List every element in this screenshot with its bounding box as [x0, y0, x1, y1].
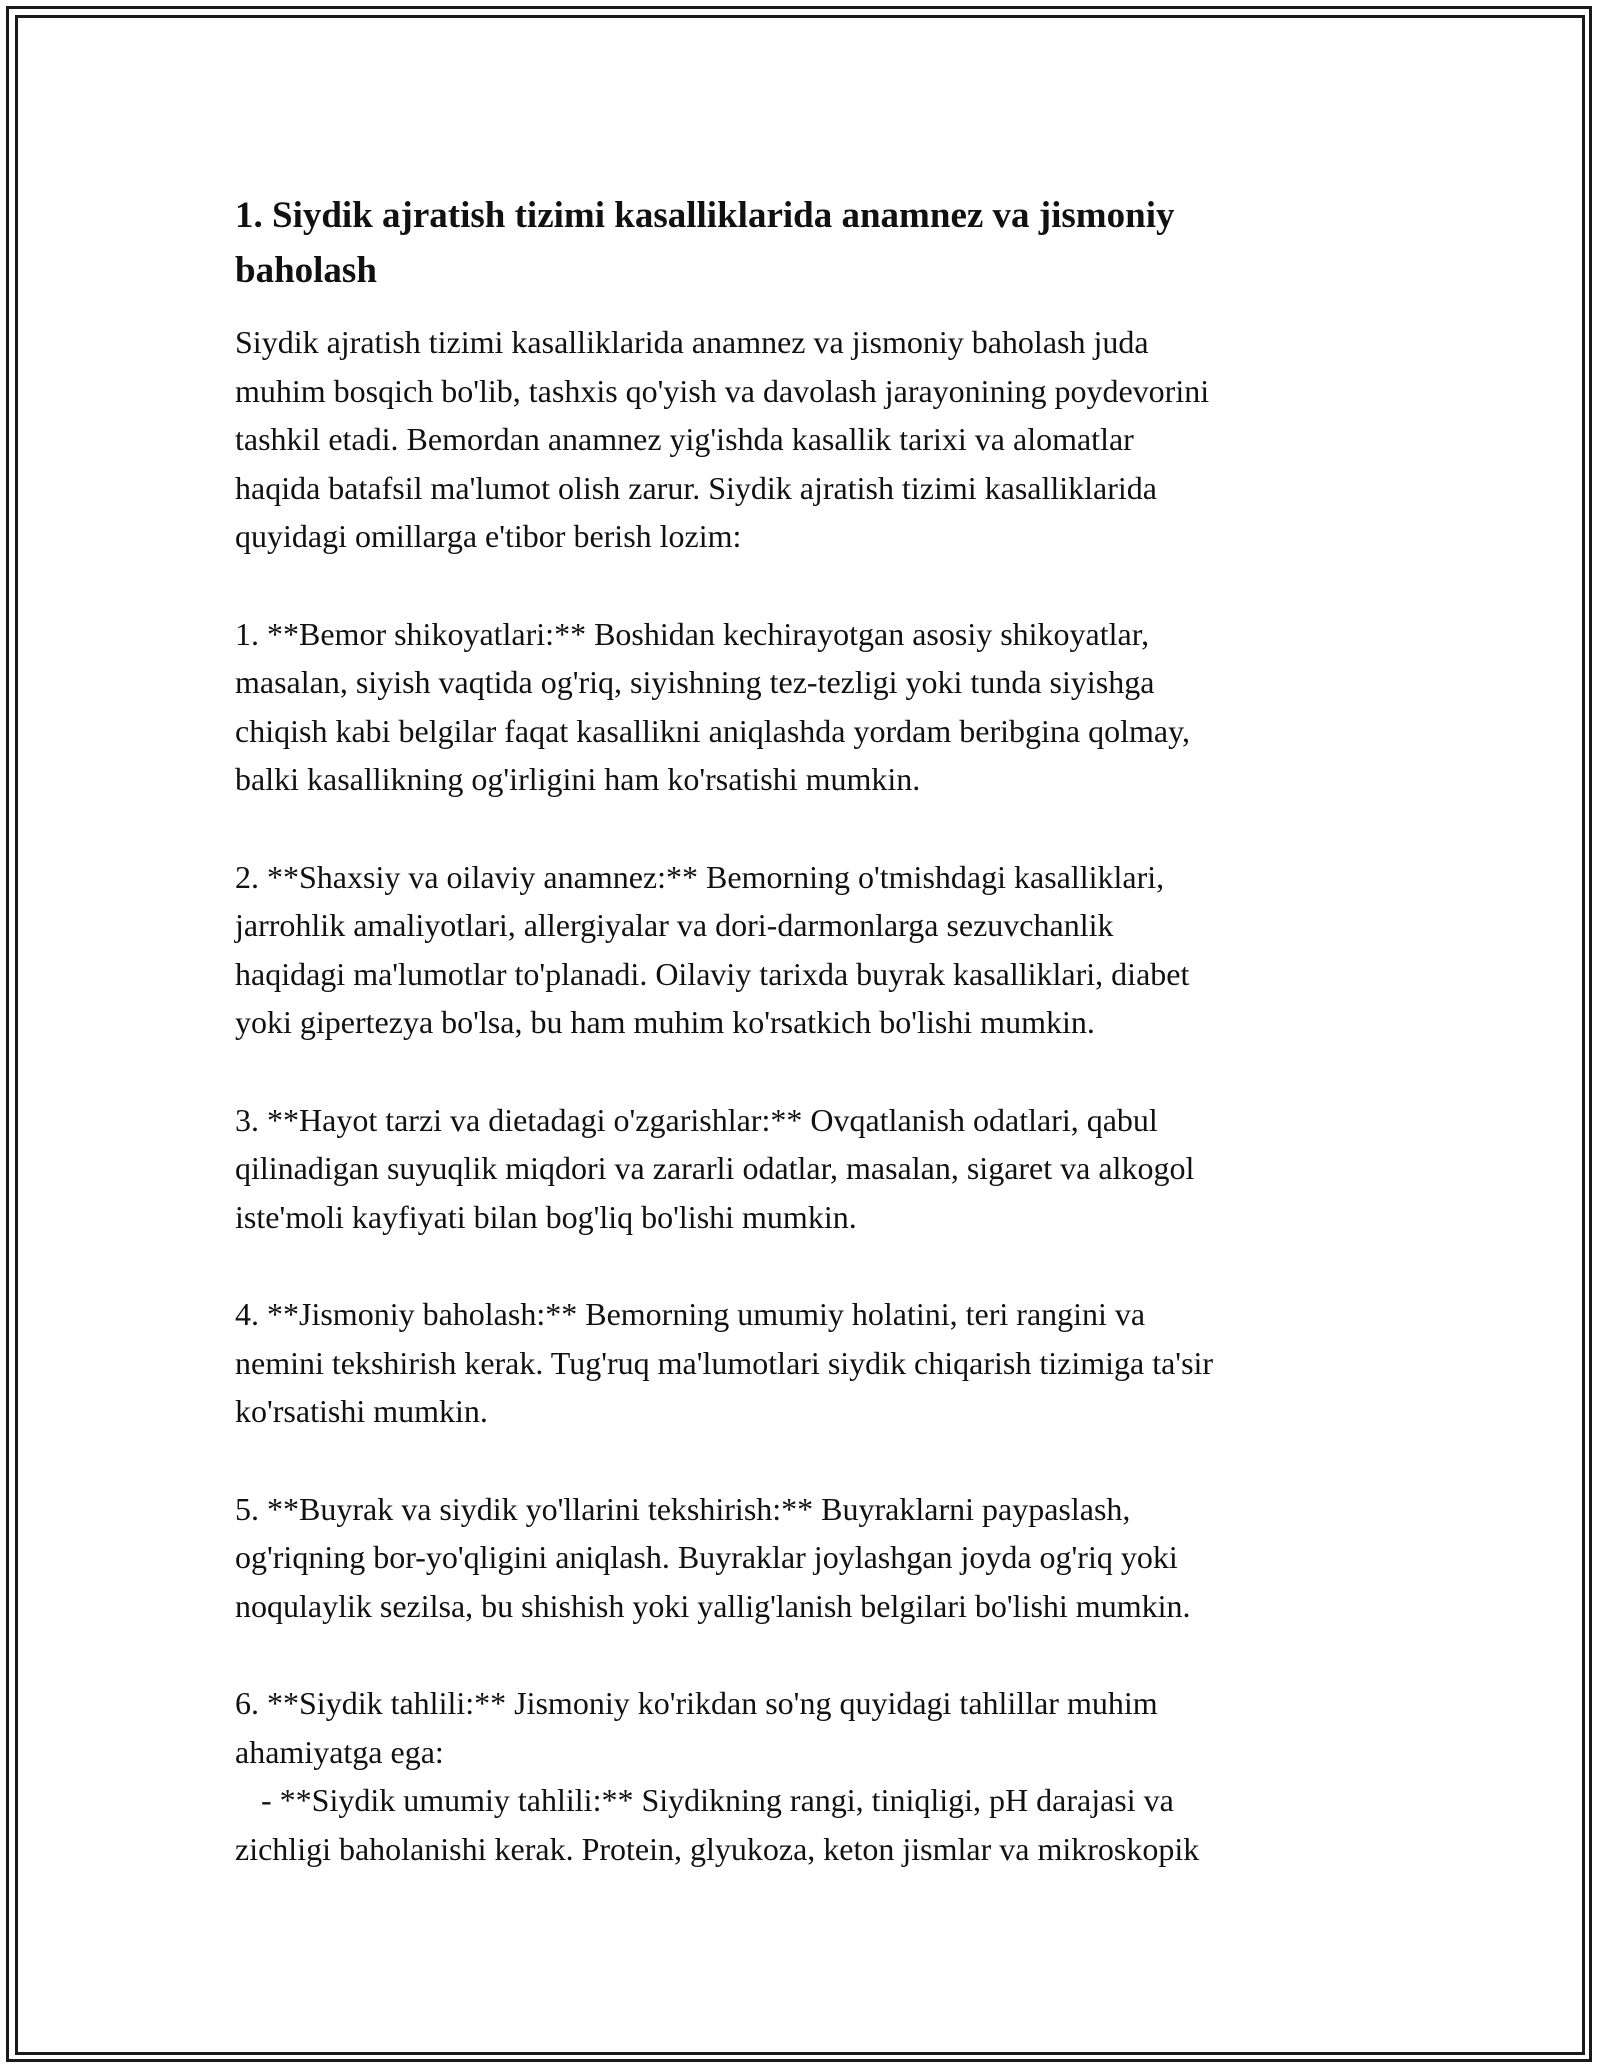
section-heading: [235, 188, 1365, 298]
text-line: noqulaylik sezilsa, bu shishish yoki yallig'lanish belgilari bo'lishi mumkin.: [235, 1587, 1191, 1624]
text-line: 2. **Shaxsiy va oilaviy anamnez:** Bemorning o'tmishdagi kasalliklari,: [235, 858, 1165, 895]
list-item-1: [235, 610, 1365, 804]
text-line: zichligi baholanishi kerak. Protein, glyukoza, keton jismlar va mikroskopik: [235, 1830, 1200, 1867]
list-item-5: [235, 1485, 1365, 1631]
text-line: tashkil etadi. Bemordan anamnez yig'ishda kasallik tarixi va alomatlar: [235, 421, 1134, 457]
text-line: 3. **Hayot tarzi va dietadagi o'zgarishlar:** Ovqatlanish odatlari, qabul: [235, 1101, 1158, 1138]
text-line: 6. **Siydik tahlili:** Jismoniy ko'rikdan so'ng quyidagi tahlillar muhim: [235, 1685, 1158, 1721]
list-item-2: [235, 853, 1365, 1047]
list-item-3: [235, 1096, 1365, 1242]
intro-paragraph: [235, 318, 1365, 561]
text-line: 4. **Jismoniy baholash:** Bemorning umumiy holatini, teri rangini va: [235, 1296, 1146, 1332]
document-body: [235, 188, 1365, 1873]
text-line: jarrohlik amaliyotlari, allergiyalar va dori-darmonlarga sezuvchanlik: [235, 907, 1114, 943]
heading-line: baholash: [235, 250, 377, 291]
text-line: qilinadigan suyuqlik miqdori va zararli odatlar, masalan, sigaret va alkogol: [235, 1150, 1195, 1186]
list-item-4: [235, 1290, 1365, 1436]
text-line: haqida batafsil ma'lumot olish zarur. Siydik ajratish tizimi kasalliklarida: [235, 469, 1157, 506]
text-line: muhim bosqich bo'lib, tashxis qo'yish va davolash jarayonining poydevorini: [235, 372, 1210, 409]
text-line: iste'moli kayfiyati bilan bog'liq bo'lishi mumkin.: [235, 1198, 857, 1235]
text-line: haqidagi ma'lumotlar to'planadi. Oilaviy tarixda buyrak kasalliklari, diabet: [235, 955, 1190, 992]
sub-item-line: - **Siydik umumiy tahlili:** Siydikning rangi, tiniqligi, pH darajasi va: [261, 1782, 1174, 1818]
text-line: balki kasallikning og'irligini ham ko'rsatishi mumkin.: [235, 761, 921, 797]
text-line: masalan, siyish vaqtida og'riq, siyishning tez-tezligi yoki tunda siyishga: [235, 664, 1155, 700]
text-line: 1. **Bemor shikoyatlari:** Boshidan kechirayotgan asosiy shikoyatlar,: [235, 615, 1150, 652]
text-line: nemini tekshirish kerak. Tug'ruq ma'lumotlari siydik chiqarish tizimiga ta'sir: [235, 1344, 1214, 1381]
text-line: ko'rsatishi mumkin.: [235, 1393, 488, 1429]
heading-line: 1. Siydik ajratish tizimi kasalliklarida anamnez va jismoniy: [235, 195, 1175, 236]
text-line: 5. **Buyrak va siydik yo'llarini tekshirish:** Buyraklarni paypaslash,: [235, 1490, 1131, 1527]
text-line: Siydik ajratish tizimi kasalliklarida anamnez va jismoniy baholash juda: [235, 324, 1149, 360]
text-line: chiqish kabi belgilar faqat kasallikni aniqlashda yordam beribgina qolmay,: [235, 712, 1190, 749]
list-item-6: [235, 1679, 1365, 1873]
text-line: yoki gipertezya bo'lsa, bu ham muhim ko'rsatkich bo'lishi mumkin.: [235, 1004, 1095, 1040]
text-line: og'riqning bor-yo'qligini aniqlash. Buyraklar joylashgan joyda og'riq yoki: [235, 1539, 1178, 1575]
text-line: quyidagi omillarga e'tibor berish lozim:: [235, 518, 742, 554]
text-line: ahamiyatga ega:: [235, 1733, 444, 1770]
